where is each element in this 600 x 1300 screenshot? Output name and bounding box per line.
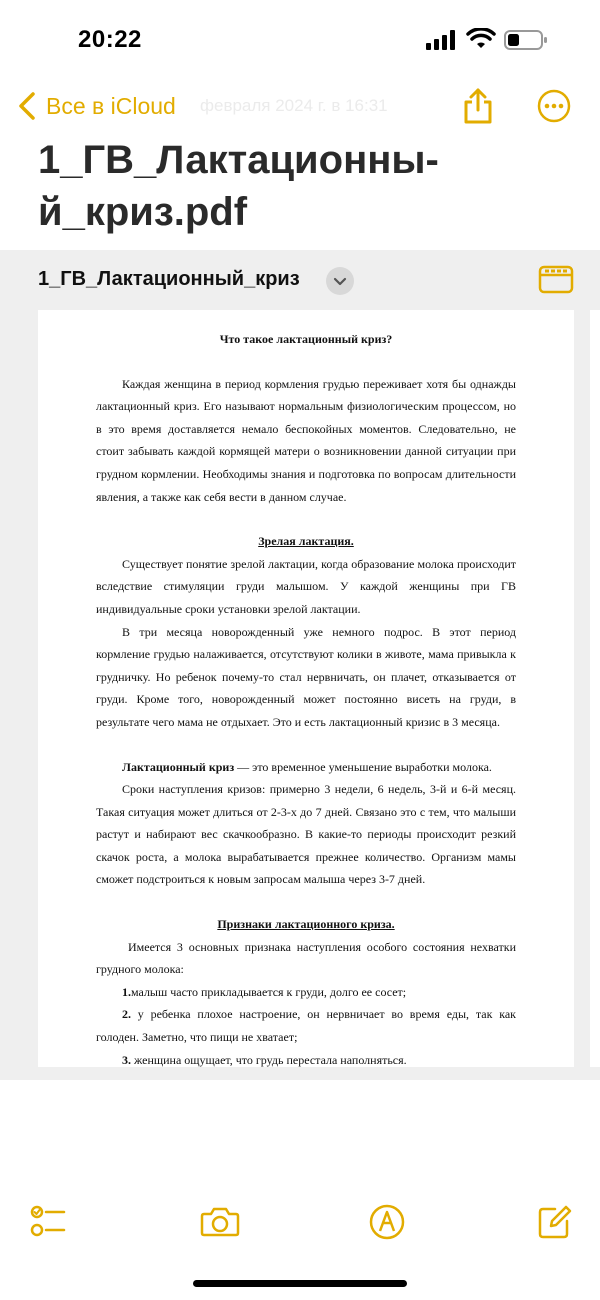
pdf-paragraph: Имеется 3 основных признака наступления особого состояния нехватки грудного молока: — [96, 939, 516, 977]
pdf-text: малыш часто прикладывается к груди, долго ее сосет; — [131, 984, 407, 999]
pdf-list-item — [96, 1049, 516, 1072]
pdf-heading: Что такое лактационный криз? — [219, 332, 393, 346]
pdf-paragraph: В три месяца новорожденный уже немного подрос. В этот период кормление грудью налаживается, отсутствуют колики в животе, мама привыкла к грудничку. Но ребенок почему-то стал нервничать, он плачет, отказывается от груди. Кроме того, новорожденный может постоянно висеть на груди, в результате чего мама не отдыхает. Это и есть лактационный кризис в 3 месяца. — [96, 624, 516, 729]
pdf-paragraph — [96, 756, 516, 779]
pdf-list-item — [96, 981, 516, 1004]
back-button[interactable] — [16, 88, 176, 124]
pdf-heading: Зрелая лактация. — [258, 534, 354, 549]
back-label: Все в iCloud — [46, 92, 176, 119]
pdf-list-number: 2. — [122, 1007, 131, 1022]
page-thumbnails-icon[interactable] — [538, 264, 574, 294]
pdf-heading: Признаки лактационного криза. — [217, 917, 395, 932]
pdf-paragraph: Существует понятие зрелой лактации, когда образование молока происходит вследствие стимуляции груди малышом. У каждой женщины при ГВ индивидуальные сроки установки зрелой лактации. — [96, 556, 516, 616]
more-icon[interactable] — [536, 88, 572, 124]
pdf-page-content — [96, 328, 516, 1071]
note-date: февраля 2024 г. в 16:31 — [200, 96, 388, 115]
pdf-list-number: 1. — [122, 984, 131, 999]
checklist-icon[interactable] — [28, 1201, 70, 1243]
pdf-list-number: 3. — [122, 1052, 131, 1067]
battery-icon — [504, 29, 548, 51]
status-time: 20:22 — [78, 26, 142, 53]
pdf-text: женщина ощущает, что грудь перестала наполняться. — [131, 1052, 407, 1067]
wifi-icon — [466, 28, 496, 50]
attachment-name[interactable]: 1_ГВ_Лактационный_криз — [38, 268, 300, 290]
share-icon[interactable] — [460, 86, 496, 126]
compose-icon[interactable] — [533, 1201, 575, 1243]
note-title[interactable]: 1_ГВ_Лактационны- й_криз.pdf — [38, 138, 439, 234]
pdf-text: — это временное уменьшение выработки молока. — [234, 759, 492, 774]
chevron-down-icon[interactable] — [326, 267, 354, 295]
camera-icon[interactable] — [199, 1201, 241, 1243]
chevron-left-icon — [16, 91, 38, 121]
pdf-paragraph: Сроки наступления кризов: примерно 3 недели, 6 недель, 3-й и 6-й месяц. Такая ситуация может длиться от 2-3-х до 7 дней. Связано это с тем, что малыши растут и набирают вес скачкообразно. В какие-то периоды происходит резкий скачок роста, а молока вырабатывается прежнее количество. Организм мамы сможет подстроиться к новым запросам малыша через 3-7 дней. — [96, 782, 516, 887]
next-pdf-page[interactable] — [590, 310, 600, 1067]
pdf-list-item — [96, 1003, 516, 1048]
home-indicator[interactable] — [193, 1280, 407, 1287]
pdf-text: у ребенка плохое настроение, он нервничает во время еды, так как голоден. Заметно, что пищи не хватает; — [96, 1007, 516, 1045]
cellular-signal-icon — [426, 30, 456, 50]
markup-pen-icon[interactable] — [366, 1201, 408, 1243]
pdf-paragraph: Каждая женщина в период кормления грудью переживает хотя бы однажды лактационный криз. Его называют нормальным физиологическим процессом, но в это время доставляется немало беспокойных моментов. Следовательно, не стоит забывать каждой кормящей матери о возникновении данной ситуации при грудном кормлении. Необходимы знания и подготовка по вопросам длительности явления, а также как себя вести в данном случае. — [96, 376, 516, 504]
pdf-page[interactable] — [38, 310, 574, 1067]
pdf-bold-term: Лактационный криз — [122, 759, 235, 774]
